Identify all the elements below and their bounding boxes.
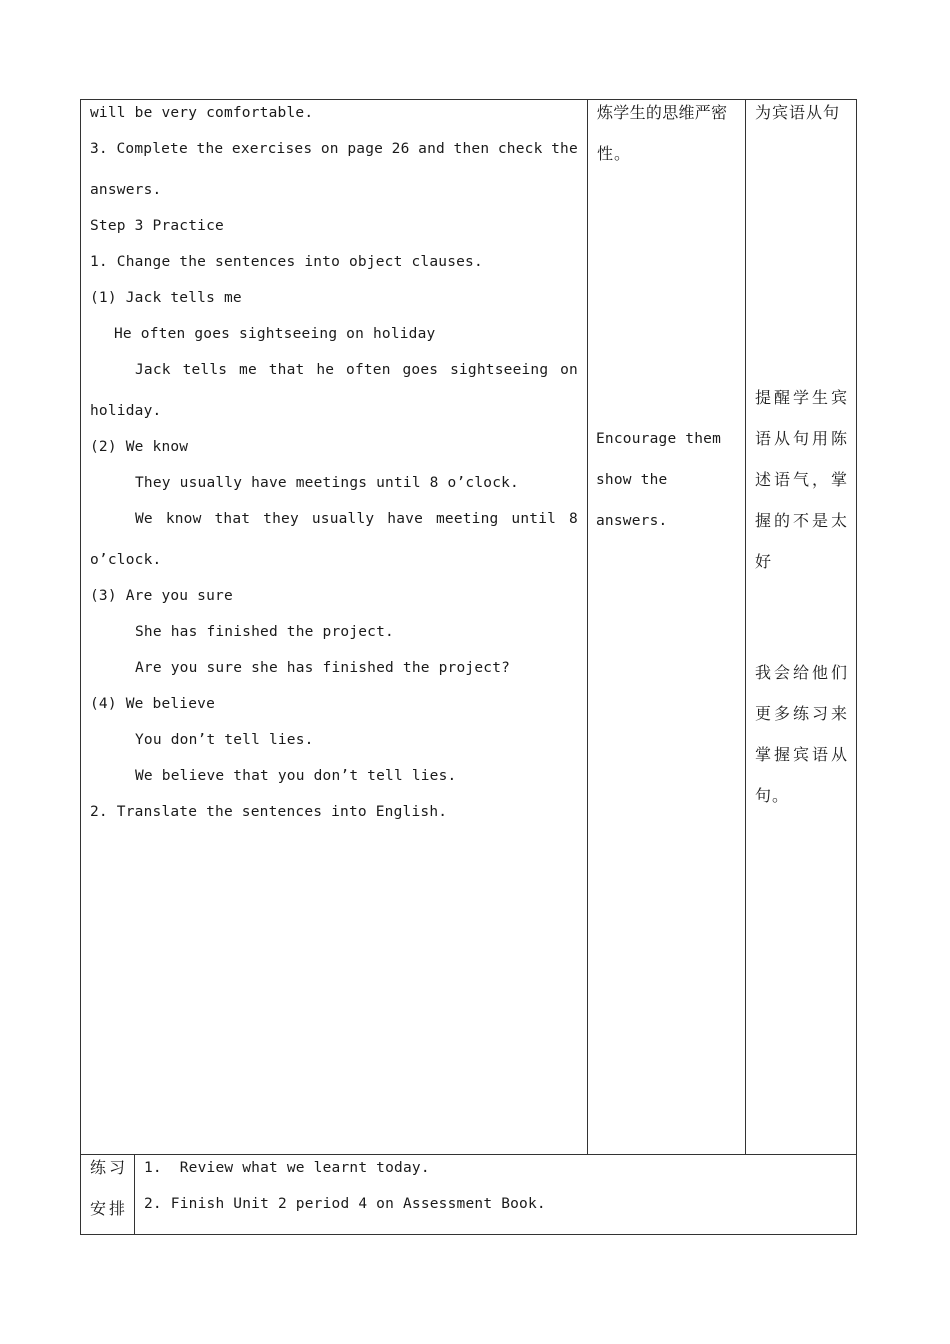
note-text: 句。 — [755, 786, 790, 805]
text-line: (3) Are you sure — [90, 588, 233, 604]
table-border-top — [80, 99, 857, 100]
table-border-bottom — [80, 1234, 857, 1235]
text-line: We believe that you don’t tell lies. — [135, 768, 457, 784]
column-divider-2 — [745, 99, 746, 1155]
text-line-justified — [90, 139, 578, 159]
purpose-text: answers. — [596, 513, 668, 529]
text-line: holiday. — [90, 403, 162, 419]
table-border-left — [80, 99, 81, 1235]
text-line: (1) Jack tells me — [90, 290, 242, 306]
word: check — [497, 141, 543, 157]
text-line: He often goes sightseeing on holiday — [114, 326, 436, 342]
word: exercises — [231, 141, 313, 157]
purpose-text: 性。 — [597, 144, 632, 163]
word: usually — [311, 511, 375, 527]
word: and — [418, 141, 445, 157]
word: 26 — [391, 141, 410, 157]
homework-label-divider — [134, 1154, 135, 1234]
column-divider-1 — [587, 99, 588, 1155]
text-line: o’clock. — [90, 552, 162, 568]
word: have — [387, 511, 424, 527]
note-text: 为宾语从句 — [755, 103, 841, 122]
note-text: 好 — [755, 552, 773, 571]
homework-label: 安排 — [90, 1199, 129, 1218]
text-line: (2) We know — [90, 439, 189, 455]
table-border-right — [856, 99, 857, 1235]
text-line: You don’t tell lies. — [135, 732, 314, 748]
note-text: 语从句用陈 — [755, 429, 851, 448]
text-line: (4) We believe — [90, 696, 216, 712]
word: on — [320, 141, 339, 157]
note-text: 掌握宾语从 — [755, 745, 851, 764]
word: that — [214, 511, 251, 527]
note-text: 提醒学生宾 — [755, 388, 851, 407]
word: that — [268, 362, 305, 378]
purpose-text: show the — [596, 472, 668, 488]
note-text: 述语气，掌 — [755, 470, 851, 489]
purpose-text: Encourage them — [596, 431, 722, 447]
word: tells — [182, 362, 228, 378]
purpose-text: 炼学生的思维严密 — [597, 103, 728, 122]
homework-item: 1. Review what we learnt today. — [144, 1160, 430, 1176]
word: We — [135, 511, 153, 527]
text-line: They usually have meetings until 8 o’clock. — [135, 475, 519, 491]
homework-item: 2. Finish Unit 2 period 4 on Assessment Book. — [144, 1196, 546, 1212]
word: 3. — [90, 141, 108, 157]
note-text: 我会给他们 — [755, 663, 851, 682]
word: sightseeing — [450, 362, 549, 378]
row-divider — [80, 1154, 857, 1155]
word: until — [511, 511, 557, 527]
word: on — [560, 362, 578, 378]
word: goes — [402, 362, 439, 378]
task-heading: 2. Translate the sentences into English. — [90, 804, 448, 820]
step-heading: Step 3 Practice — [90, 218, 224, 234]
text-line: answers. — [90, 182, 162, 198]
text-line-justified — [135, 360, 578, 380]
word: they — [263, 511, 299, 527]
word: Complete — [116, 141, 188, 157]
word: often — [346, 362, 391, 378]
word: 8 — [569, 511, 578, 527]
word: the — [551, 141, 578, 157]
note-text: 握的不是太 — [755, 511, 851, 530]
task-heading: 1. Change the sentences into object clauses. — [90, 254, 483, 270]
text-line: She has finished the project. — [135, 624, 394, 640]
word: then — [453, 141, 490, 157]
word: the — [196, 141, 224, 157]
word: know — [165, 511, 202, 527]
word: meeting — [435, 511, 499, 527]
homework-label: 练习 — [90, 1158, 129, 1177]
note-text: 更多练习来 — [755, 704, 851, 723]
text-line: will be very comfortable. — [90, 105, 314, 121]
word: page — [347, 141, 384, 157]
word: Jack — [135, 362, 171, 378]
text-line: Are you sure she has finished the project? — [135, 660, 511, 676]
word: me — [239, 362, 257, 378]
word: he — [316, 362, 335, 378]
text-line-justified — [135, 509, 578, 529]
